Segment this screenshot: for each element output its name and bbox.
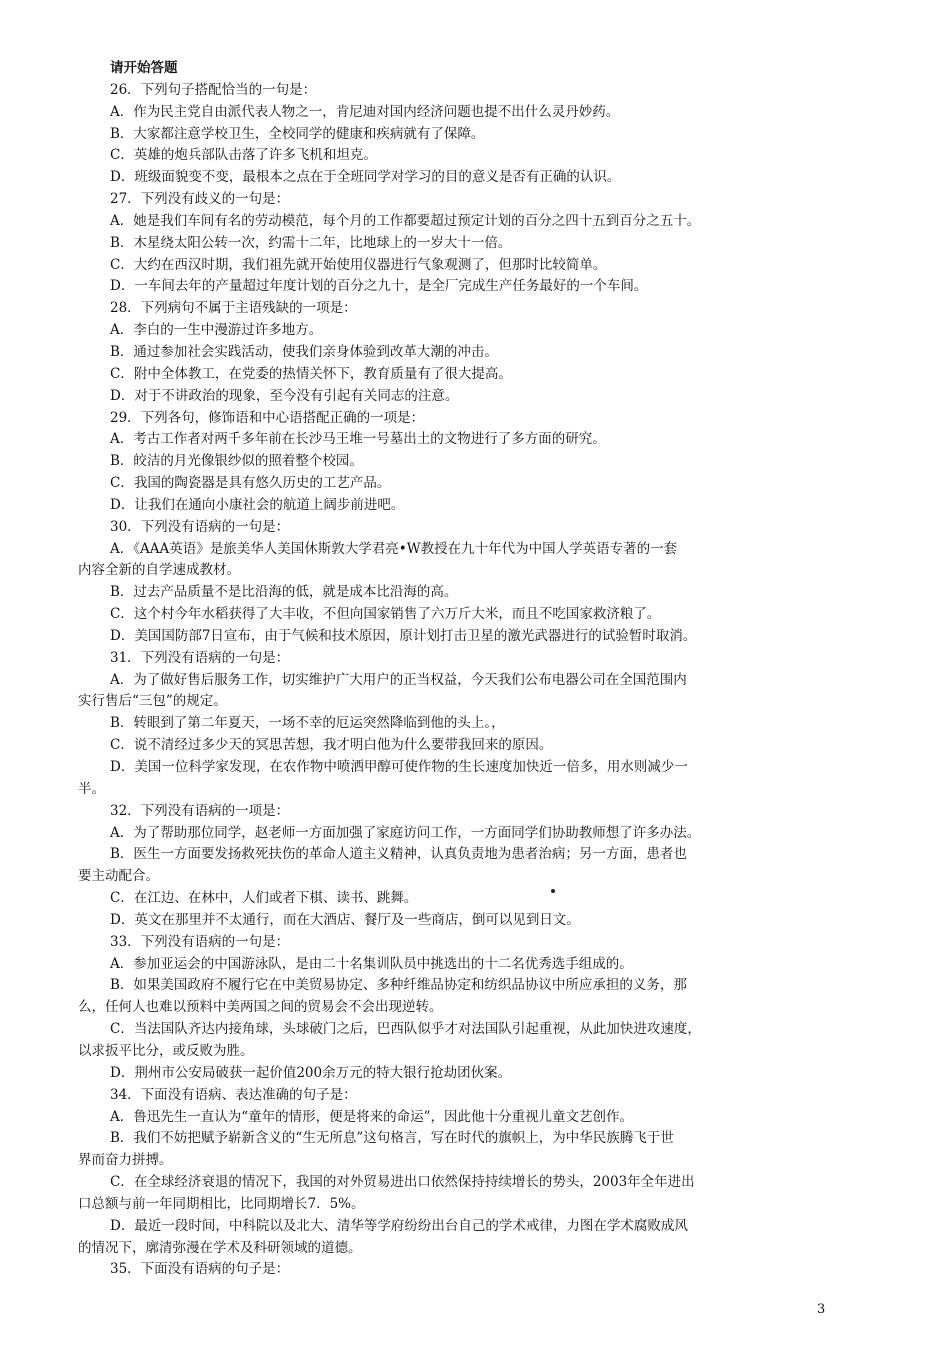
answer-option-line: D．让我们在通向小康社会的航道上阔步前进吧。 [110, 496, 405, 513]
answer-option-line: 的情况下，廓清弥漫在学术及科研领域的道德。 [78, 1239, 362, 1256]
answer-option-line: C．我国的陶瓷器是具有悠久历史的工艺产品。 [110, 475, 391, 492]
answer-option-line: 么，任何人也难以预料中美两国之间的贸易会不会出现逆转。 [78, 999, 443, 1016]
answer-option-line: 要主动配合。 [78, 868, 159, 885]
answer-option-line: C．附中全体教工，在党委的热情关怀下，教育质量有了很大提高。 [110, 365, 512, 382]
answer-option-line: C．这个村今年水稻获得了大丰收，不但向国家销售了六万斤大米，而且不吃国家救济粮了。 [110, 606, 661, 623]
answer-option-line: B．转眼到了第二年夏天，一场不幸的厄运突然降临到他的头上。， [110, 715, 505, 732]
answer-option-line: A．为了帮助那位同学，赵老师一方面加强了家庭访问工作，一方面同学们协助教师想了许多办法。 [110, 824, 701, 841]
answer-option-line: D．美国一位科学家发现，在农作物中喷洒甲醇可使作物的生长速度加快近一倍多，用水则减少一 [110, 759, 688, 775]
answer-option-line: A．作为民主党自由派代表人物之一，肯尼迪对国内经济问题也提不出什么灵丹妙药。 [110, 103, 620, 120]
answer-option-line: A．李白的一生中漫游过许多地方。 [110, 322, 323, 339]
question-stem: 27．下列没有歧义的一句是： [110, 191, 290, 208]
answer-option-line: C．英雄的炮兵部队击落了许多飞机和坦克。 [110, 147, 377, 164]
question-stem: 33．下列没有语病的一句是： [110, 933, 290, 950]
answer-option-line: D．荆州市公安局破获一起价值200余万元的特大银行抢劫团伙案。 [110, 1064, 512, 1081]
answer-option-line: C．在全球经济衰退的情况下，我国的对外贸易进出口依然保持持续增长的势头，2003年全年进出 [110, 1174, 695, 1191]
answer-option-line: B．木星绕太阳公转一次，约需十二年，比地球上的一岁大十一倍。 [110, 234, 512, 251]
answer-option-line: D．一车间去年的产量超过年度计划的百分之九十，是全厂完成生产任务最好的一个车间。 [110, 278, 648, 295]
section-heading: 请开始答题 [110, 60, 178, 76]
answer-option-line: B．通过参加社会实践活动，使我们亲身体验到改革大潮的冲击。 [110, 343, 498, 360]
answer-option-line: D．美国国防部7日宣布，由于气候和技术原因，原计划打击卫星的激光武器进行的试验暂时取消。 [110, 627, 697, 644]
answer-option-line: C．说不清经过多少天的冥思苦想，我才明白他为什么要带我回来的原因。 [110, 737, 553, 754]
answer-option-line: 口总额与前一年同期相比，比同期增长7．5%。 [78, 1195, 365, 1212]
answer-option-line: 以求扳平比分，或反败为胜。 [78, 1042, 254, 1059]
answer-option-line: D．英文在那里并不太通行，而在大酒店、餐厅及一些商店，倒可以见到日文。 [110, 911, 580, 928]
answer-option-line: B．如果美国政府不履行它在中美贸易协定、多种纤维品协定和纺织品协议中所应承担的义务，那 [110, 977, 687, 994]
answer-option-line: 实行售后“三包”的规定。 [78, 693, 227, 710]
answer-option-line: D．最近一段时间，中科院以及北大、清华等学府纷纷出台自己的学术戒律，力图在学术腐败成风 [110, 1217, 688, 1234]
answer-option-line: A．考古工作者对两千多年前在长沙马王堆一号墓出土的文物进行了多方面的研究。 [110, 431, 606, 448]
answer-option-line: A．为了做好售后服务工作，切实维护广大用户的正当权益，今天我们公布电器公司在全国范围内 [110, 671, 687, 688]
answer-option-line: C．在江边、在林中，人们或者下棋、读书、跳舞。 [110, 890, 418, 907]
answer-option-line: A．她是我们车间有名的劳动模范，每个月的工作都要超过预定计划的百分之四十五到百分之五十。 [110, 212, 701, 229]
answer-option-line: B．医生一方面要发扬救死扶伤的革命人道主义精神，认真负责地为患者治病；另一方面，患者也 [110, 846, 687, 863]
answer-option-line: B．过去产品质量不是比沿海的低，就是成本比沿海的高。 [110, 584, 458, 601]
question-stem: 28．下列病句不属于主语残缺的一项是： [110, 300, 357, 317]
question-stem: 31．下列没有语病的一句是： [110, 649, 290, 666]
answer-option-line: A．《AAA英语》是旅美华人美国休斯敦大学君亮•W教授在九十年代为中国人学英语专著的一套 [110, 540, 678, 557]
question-stem: 26．下列句子搭配恰当的一句是： [110, 81, 317, 98]
page-number: 3 [817, 1302, 826, 1317]
answer-option-line: B．大家都注意学校卫生，全校同学的健康和疾病就有了保障。 [110, 125, 485, 142]
question-stem: 34．下面没有语病、表达准确的句子是： [110, 1086, 357, 1103]
question-stem: 32．下列没有语病的一项是： [110, 802, 290, 819]
answer-option-line: C．大约在西汉时期，我们祖先就开始使用仪器进行气象观测了，但那时比较简单。 [110, 256, 607, 273]
answer-option-line: B．我们不妨把赋予崭新含义的“生无所息”这句格言，写在时代的旗帜上，为中华民族腾飞于世 [110, 1130, 674, 1147]
question-stem: 29．下列各句，修饰语和中心语搭配正确的一项是： [110, 409, 425, 426]
answer-option-line: A．参加亚运会的中国游泳队，是由二十名集训队员中挑选出的十二名优秀选手组成的。 [110, 955, 633, 972]
answer-option-line: 半。 [78, 780, 105, 797]
answer-option-line: B．皎洁的月光像银纱似的照着整个校园。 [110, 453, 363, 470]
question-stem: 35．下面没有语病的句子是： [110, 1261, 290, 1278]
answer-option-line: C．当法国队齐达内接角球，头球破门之后，巴西队似乎才对法国队引起重视，从此加快进攻速度， [110, 1021, 701, 1038]
stray-dot-mark [551, 889, 555, 893]
question-stem: 30．下列没有语病的一句是： [110, 518, 290, 535]
question-list [0, 58, 950, 1281]
answer-option-line: A．鲁迅先生一直认为“童年的情形，便是将来的命运”，因此他十分重视儿童文艺创作。 [110, 1108, 634, 1125]
answer-option-line: D．对于不讲政治的现象，至今没有引起有关同志的注意。 [110, 387, 459, 404]
answer-option-line: 界而奋力拼搏。 [78, 1152, 173, 1169]
answer-option-line: 内容全新的自学速成教材。 [78, 562, 240, 579]
answer-option-line: D．班级面貌变不变，最根本之点在于全班同学对学习的目的意义是否有正确的认识。 [110, 169, 621, 186]
